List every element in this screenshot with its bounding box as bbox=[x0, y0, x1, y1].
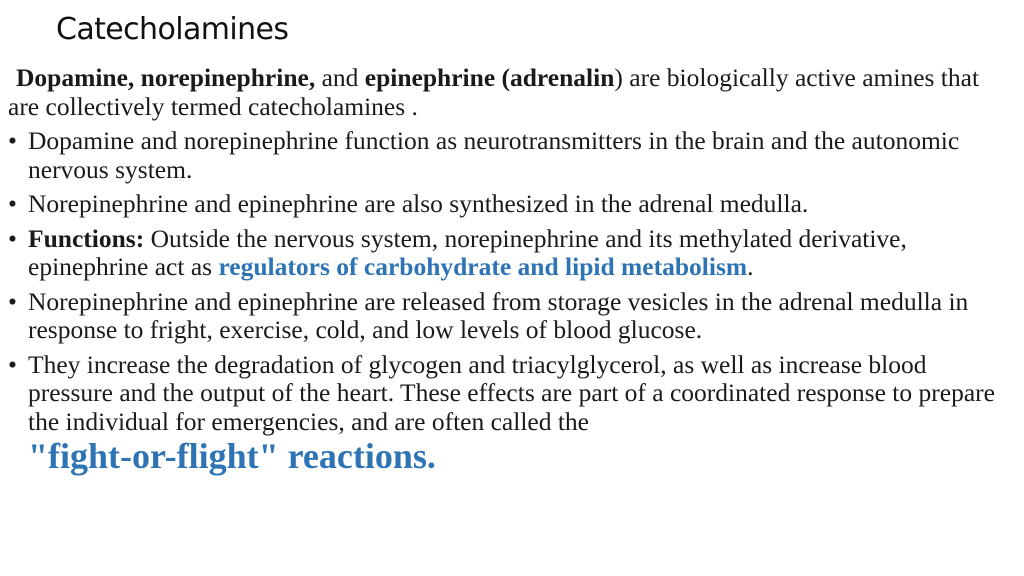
intro-paragraph bbox=[8, 64, 1016, 121]
bullet-dot: • bbox=[8, 189, 17, 218]
bullet-text-effects: They increase the degradation of glycogen and triacylglycerol, as well as increase blood pressure and the output of the heart. These effects are part of a coordinated response to prepare the individual for emergencies, and are often called the bbox=[28, 349, 995, 436]
functions-end: . bbox=[747, 252, 754, 281]
bullet-item bbox=[8, 127, 1016, 184]
intro-rest: are biologically active amines that are collectively termed catecholamines . bbox=[8, 63, 980, 121]
intro-term-epinephrine: epinephrine (adrenalin bbox=[364, 63, 615, 92]
slide-body bbox=[8, 64, 1016, 482]
bullet-dot: • bbox=[8, 286, 17, 316]
bullet-dot: • bbox=[8, 349, 17, 379]
bullet-text-adrenal-synthesis: Norepinephrine and epinephrine are also synthesized in the adrenal medulla. bbox=[28, 189, 809, 218]
functions-text: Outside the nervous system, norepinephrine and its methylated derivative, epinephrine act as bbox=[28, 223, 907, 281]
intro-term-catecholamines: Dopamine, norepinephrine, bbox=[16, 63, 316, 92]
intro-and: and bbox=[315, 63, 365, 92]
bullet-dot: • bbox=[8, 126, 17, 155]
fight-or-flight-highlight: "fight-or-flight" reactions. bbox=[28, 436, 436, 476]
bullet-text-release: Norepinephrine and epinephrine are released from storage vesicles in the adrenal medulla in response to fright, exercise, cold, and low levels of blood glucose. bbox=[28, 286, 969, 344]
intro-close-paren: ) bbox=[614, 63, 623, 92]
bullet-item bbox=[8, 351, 1016, 477]
bullet-item bbox=[8, 190, 1016, 219]
functions-label: Functions: bbox=[28, 223, 145, 253]
bullet-dot: • bbox=[8, 223, 17, 253]
bullet-item bbox=[8, 225, 1016, 282]
bullet-item bbox=[8, 288, 1016, 345]
bullet-text-neurotransmitters: Dopamine and norepinephrine function as neurotransmitters in the brain and the autonomic nervous system. bbox=[28, 126, 960, 184]
bullet-list bbox=[8, 127, 1016, 476]
slide-title: Catecholamines bbox=[56, 12, 289, 47]
functions-highlight: regulators of carbohydrate and lipid metabolism bbox=[218, 252, 748, 281]
